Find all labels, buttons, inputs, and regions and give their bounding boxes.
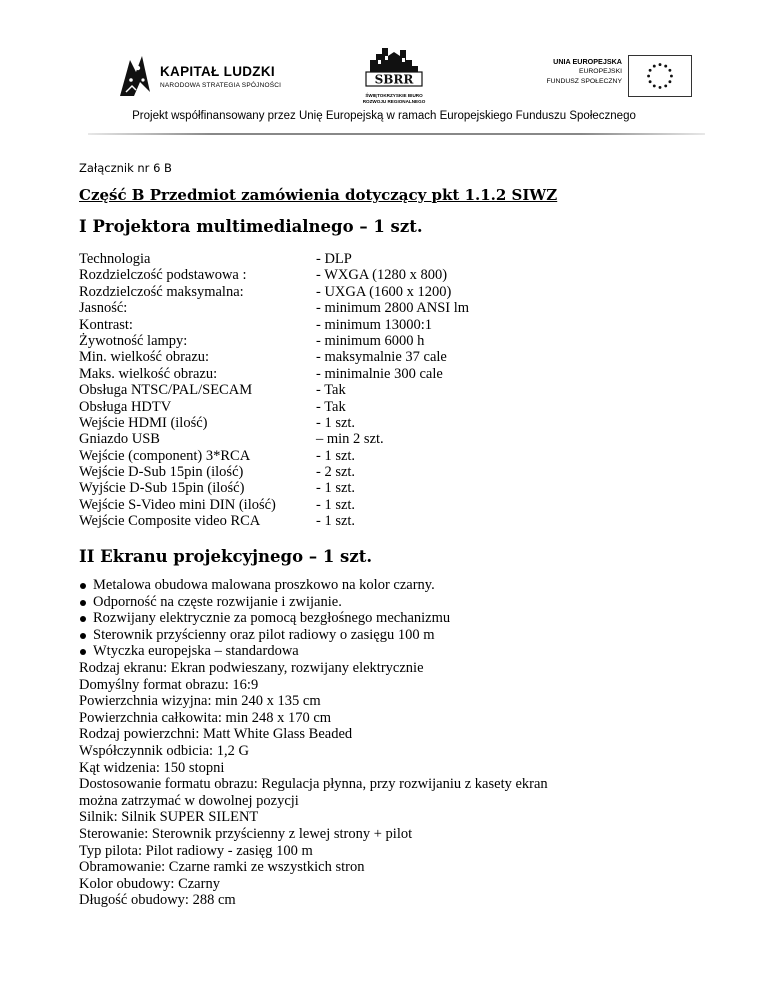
spec-value: - WXGA (1280 x 800) — [316, 267, 448, 284]
project-funding-line: Projekt współfinansowany przez Unię Europejską w ramach Europejskiego Funduszu Społecznego — [132, 110, 636, 122]
screen-feature-list — [79, 577, 450, 660]
spec-row — [79, 267, 539, 283]
spec-label: Wejście Composite video RCA — [79, 513, 261, 530]
sbrr-subtitle-line-1: ŚWIĘTOKRZYSKIE BIURO — [365, 93, 423, 98]
screen-property-line: Współczynnik odbicia: 1,2 G — [79, 742, 249, 759]
spec-row — [79, 480, 539, 496]
sbrr-wordmark: SBRR — [374, 72, 414, 87]
eu-line-1: UNIA EUROPEJSKA — [553, 57, 622, 66]
screen-property-line: Długość obudowy: 288 cm — [79, 892, 236, 909]
spec-value: – min 2 szt. — [316, 431, 384, 448]
spec-value: - minimum 13000:1 — [316, 316, 432, 333]
spec-value: - 1 szt. — [316, 414, 356, 431]
screen-property-line: Obramowanie: Czarne ramki ze wszystkich stron — [79, 859, 365, 876]
spec-label: Wejście S-Video mini DIN (ilość) — [79, 496, 276, 513]
spec-label: Kontrast: — [79, 316, 133, 333]
screen-property-line: Kolor obudowy: Czarny — [79, 875, 220, 892]
bullet-dot-icon — [80, 649, 86, 655]
sbrr-logo — [356, 46, 432, 106]
spec-label: Wyjście D-Sub 15pin (ilość) — [79, 480, 245, 497]
spec-value: - 2 szt. — [316, 464, 356, 481]
sbrr-skyline-icon — [356, 46, 432, 92]
spec-value: - maksymalnie 37 cale — [316, 349, 447, 366]
projector-spec-table — [79, 251, 539, 530]
annex-label: Załącznik nr 6 B — [79, 161, 172, 175]
spec-label: Gniazdo USB — [79, 431, 160, 448]
spec-row — [79, 317, 539, 333]
bullet-dot-icon — [80, 616, 86, 622]
section-1-title: I Projektora multimedialnego – 1 szt. — [79, 217, 423, 236]
list-item — [79, 627, 450, 644]
spec-value: - 1 szt. — [316, 447, 356, 464]
eu-logo — [542, 55, 692, 101]
kapital-ludzki-emblem-icon — [116, 52, 154, 100]
spec-value: - minimum 6000 h — [316, 332, 425, 349]
bullet-dot-icon — [80, 633, 86, 639]
spec-label: Maks. wielkość obrazu: — [79, 365, 218, 382]
kapital-ludzki-logo — [116, 52, 296, 102]
spec-label: Żywotność lampy: — [79, 332, 188, 349]
spec-label: Obsługa NTSC/PAL/SECAM — [79, 382, 253, 399]
spec-row — [79, 497, 539, 513]
list-item — [79, 643, 450, 660]
list-item-text: Wtyczka europejska – standardowa — [93, 643, 299, 660]
spec-label: Min. wielkość obrazu: — [79, 349, 210, 366]
list-item-text: Rozwijany elektrycznie za pomocą bezgłośnego mechanizmu — [93, 610, 451, 627]
spec-value: - 1 szt. — [316, 480, 356, 497]
screen-property-line: Rodzaj ekranu: Ekran podwieszany, rozwijany elektrycznie — [79, 660, 424, 676]
screen-property-line: Kąt widzenia: 150 stopni — [79, 759, 225, 776]
spec-value: - minimalnie 300 cale — [316, 365, 443, 382]
screen-properties — [79, 660, 699, 909]
section-2-title: II Ekranu projekcyjnego – 1 szt. — [79, 547, 373, 566]
spec-label: Technologia — [79, 251, 151, 267]
spec-row — [79, 333, 539, 349]
eu-line-3: FUNDUSZ SPOŁECZNY — [546, 78, 622, 85]
spec-value: - UXGA (1600 x 1200) — [316, 283, 452, 300]
spec-row — [79, 399, 539, 415]
bullet-dot-icon — [80, 600, 86, 606]
spec-row — [79, 366, 539, 382]
spec-row — [79, 448, 539, 464]
spec-row — [79, 300, 539, 316]
spec-label: Jasność: — [79, 300, 128, 317]
spec-row — [79, 513, 539, 529]
spec-label: Wejście D-Sub 15pin (ilość) — [79, 464, 244, 481]
spec-value: - Tak — [316, 382, 346, 399]
sbrr-subtitle-line-2: ROZWOJU REGIONALNEGO — [362, 98, 426, 104]
spec-value: - 1 szt. — [316, 496, 356, 513]
spec-row — [79, 349, 539, 365]
list-item — [79, 610, 450, 627]
spec-row — [79, 431, 539, 447]
screen-property-line: Powierzchnia całkowita: min 248 x 170 cm — [79, 709, 332, 726]
screen-property-line: Typ pilota: Pilot radiowy - zasięg 100 m — [79, 842, 313, 859]
document-header — [0, 0, 768, 140]
screen-property-line: Sterowanie: Sterownik przyścienny z lewej strony + pilot — [79, 825, 413, 842]
list-item-text: Odporność na częste rozwijanie i zwijanie. — [93, 593, 342, 610]
screen-property-line: Domyślny format obrazu: 16:9 — [79, 676, 259, 693]
spec-label: Obsługa HDTV — [79, 398, 172, 415]
screen-property-line: można zatrzymać w dowolnej pozycji — [79, 792, 299, 809]
list-item — [79, 594, 450, 611]
part-title: Część B Przedmiot zamówienia dotyczący pkt 1.1.2 SIWZ — [79, 186, 558, 204]
spec-row — [79, 382, 539, 398]
spec-label: Rozdzielczość podstawowa : — [79, 267, 247, 284]
kapital-ludzki-subtitle: NARODOWA STRATEGIA SPÓJNOŚCI — [160, 82, 282, 89]
spec-label: Rozdzielczość maksymalna: — [79, 283, 244, 300]
list-item — [79, 577, 450, 594]
kapital-ludzki-title: KAPITAŁ LUDZKI — [160, 64, 275, 79]
spec-label: Wejście HDMI (ilość) — [79, 414, 208, 431]
eu-text — [546, 57, 622, 87]
eu-flag-icon — [628, 55, 692, 97]
eu-line-2: EUROPEJSKI — [578, 68, 622, 75]
spec-row — [79, 251, 539, 267]
spec-row — [79, 415, 539, 431]
spec-row — [79, 464, 539, 480]
screen-property-line: Dostosowanie formatu obrazu: Regulacja płynna, przy rozwijaniu z kasety ekran — [79, 776, 548, 793]
spec-value: - 1 szt. — [316, 513, 356, 530]
list-item-text: Sterownik przyścienny oraz pilot radiowy o zasięgu 100 m — [93, 626, 435, 643]
spec-row — [79, 284, 539, 300]
header-divider — [88, 133, 705, 135]
list-item-text: Metalowa obudowa malowana proszkowo na kolor czarny. — [93, 577, 435, 593]
spec-value: - minimum 2800 ANSI lm — [316, 300, 470, 317]
sbrr-subtitle — [356, 93, 432, 104]
screen-property-line: Powierzchnia wizyjna: min 240 x 135 cm — [79, 693, 321, 710]
spec-value: - Tak — [316, 398, 346, 415]
spec-label: Wejście (component) 3*RCA — [79, 447, 251, 464]
spec-value: - DLP — [316, 251, 352, 267]
bullet-dot-icon — [80, 583, 86, 589]
screen-property-line: Rodzaj powierzchni: Matt White Glass Beaded — [79, 726, 353, 743]
screen-property-line: Silnik: Silnik SUPER SILENT — [79, 809, 259, 826]
